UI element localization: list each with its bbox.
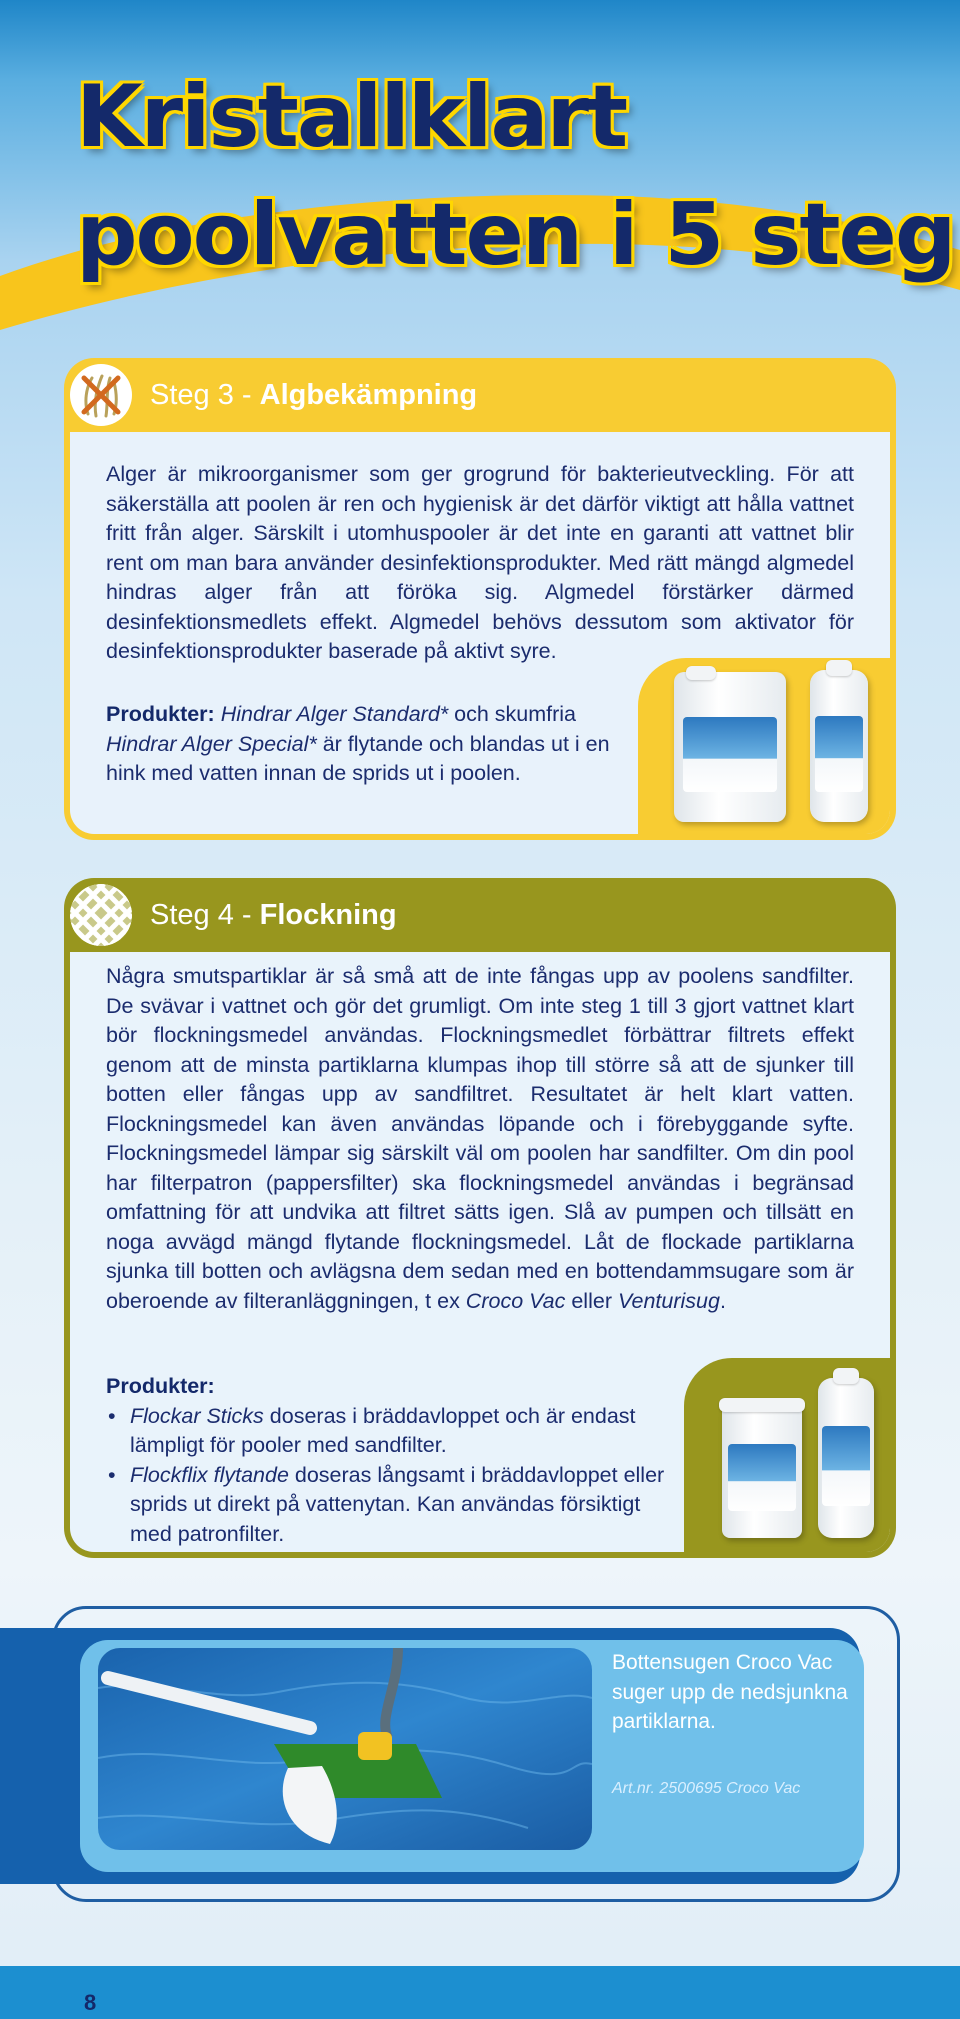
small-bottle: [818, 1378, 874, 1538]
bullet1-text: doseras i bräddavloppet och är endast lämpligt för pooler med sandfilter.: [130, 1403, 636, 1457]
step3-title: [150, 358, 477, 432]
step3-body: [70, 432, 890, 834]
step3-name: Algbekämpning: [259, 379, 478, 411]
step3-header: [64, 358, 896, 432]
footer-bar: [0, 1966, 960, 2019]
page-title-line2: poolvatten i 5 steg: [76, 185, 955, 285]
step4-product-list: [106, 1402, 666, 1550]
step3-prefix: Steg 3 -: [150, 379, 260, 411]
bullet2-text: doseras långsamt i bräddavloppet eller sprids ut direkt på vattenytan. Kan användas försiktigt med patronfilter.: [130, 1462, 665, 1546]
list-item: [106, 1402, 666, 1461]
step4-products: [106, 1372, 666, 1549]
step3-products: [106, 700, 626, 789]
step4-croco: Croco Vac: [465, 1288, 566, 1313]
step4-end: .: [719, 1288, 726, 1313]
step4-header: [64, 878, 896, 952]
step4-title: [150, 878, 397, 952]
step3-body-text: Alger är mikroorganismer som ger grogrund för bakterieutveckling. För att säkerställa att poolen är ren och hygienisk är det därför viktigt att hålla vattnet fritt från alger. Särskilt i utomhuspooler är det inte en garanti att vattnet blir rent om man bara använder desinfektionsprodukter. Med rätt mängd algmedel hindras alger från att föröka sig. Algmedel förstärker därmed desinfektionsmedlets effekt. Algmedel behövs dessutom som aktivator för desinfektionsprodukter baserade på aktivt syre.: [106, 462, 854, 663]
canister-bottle: [674, 672, 786, 822]
no-algae-icon: [70, 364, 132, 426]
pool-vacuum-photo: [98, 1648, 592, 1850]
step4-body-text: [106, 962, 854, 1316]
small-bottle: [810, 670, 868, 822]
bottom-caption: Bottensugen Croco Vac suger upp de nedsjunkna partiklarna.: [612, 1651, 848, 1733]
step4-body: [70, 952, 890, 1552]
step4-product-image: [684, 1358, 890, 1552]
step4-prefix: Steg 4 -: [150, 899, 260, 931]
step3-product-a: Hindrar Alger Standard*: [220, 702, 449, 726]
step3-products-label: Produkter:: [106, 702, 215, 726]
net-icon: [70, 884, 132, 946]
step4-name: Flockning: [259, 899, 397, 931]
article-number: Art.nr. 2500695 Croco Vac: [612, 1780, 801, 1797]
step3-product-b: Hindrar Alger Special*: [106, 731, 317, 756]
step4-body-main: Några smutspartiklar är så små att de inte fångas upp av poolens sandfilter. De svävar i vattnet och gör det grumligt. Om inte steg 1 till 3 gjort vattnet klart bör flockningsmedel användas. Flockningsmedlet förbättrar filtrets effekt genom att de minsta partiklarna klumpas ihop till större så att de sjunker till botten eller fångas upp av sandfiltret. Resultatet är helt klart vatten. Flockningsmedel kan även användas löpande och i förebyggande syfte. Flockningsmedel lämpar sig särskilt väl om poolen har sandfilter. Om din pool har filterpatron (pappersfilter) ska flockningsmedel användas i begränsad omfattning för att undvika att filtret sätts igen. Slå av pumpen och tillsätt en noga avvägd mängd flytande flockningsmedel. Låt de flockade partiklarna sjunka till botten och avlägsna dem sedan med en bottendammsugare som är oberoende av filteranläggningen, t ex: [106, 964, 854, 1313]
step3-products-text-1: och skumfria: [448, 702, 577, 726]
page-title: [76, 58, 954, 294]
step4-venturi: Venturisug: [617, 1288, 720, 1313]
step3-card: [64, 358, 896, 840]
tub-container: [722, 1404, 802, 1538]
bullet2-product: Flockflix flytande: [130, 1462, 289, 1487]
step4-card: [64, 878, 896, 1558]
step4-eller: eller: [565, 1288, 618, 1313]
step3-product-image: [638, 658, 890, 834]
step4-products-label: Produkter:: [106, 1374, 215, 1398]
page-title-line1: Kristallklart: [76, 67, 627, 167]
page-number: 8: [84, 1990, 97, 2015]
list-item: [106, 1461, 666, 1550]
bullet1-product: Flockar Sticks: [130, 1403, 264, 1428]
step3-products-text-2: är flytande och blandas ut i en hink med vatten innan de sprids ut i poolen.: [106, 731, 610, 785]
